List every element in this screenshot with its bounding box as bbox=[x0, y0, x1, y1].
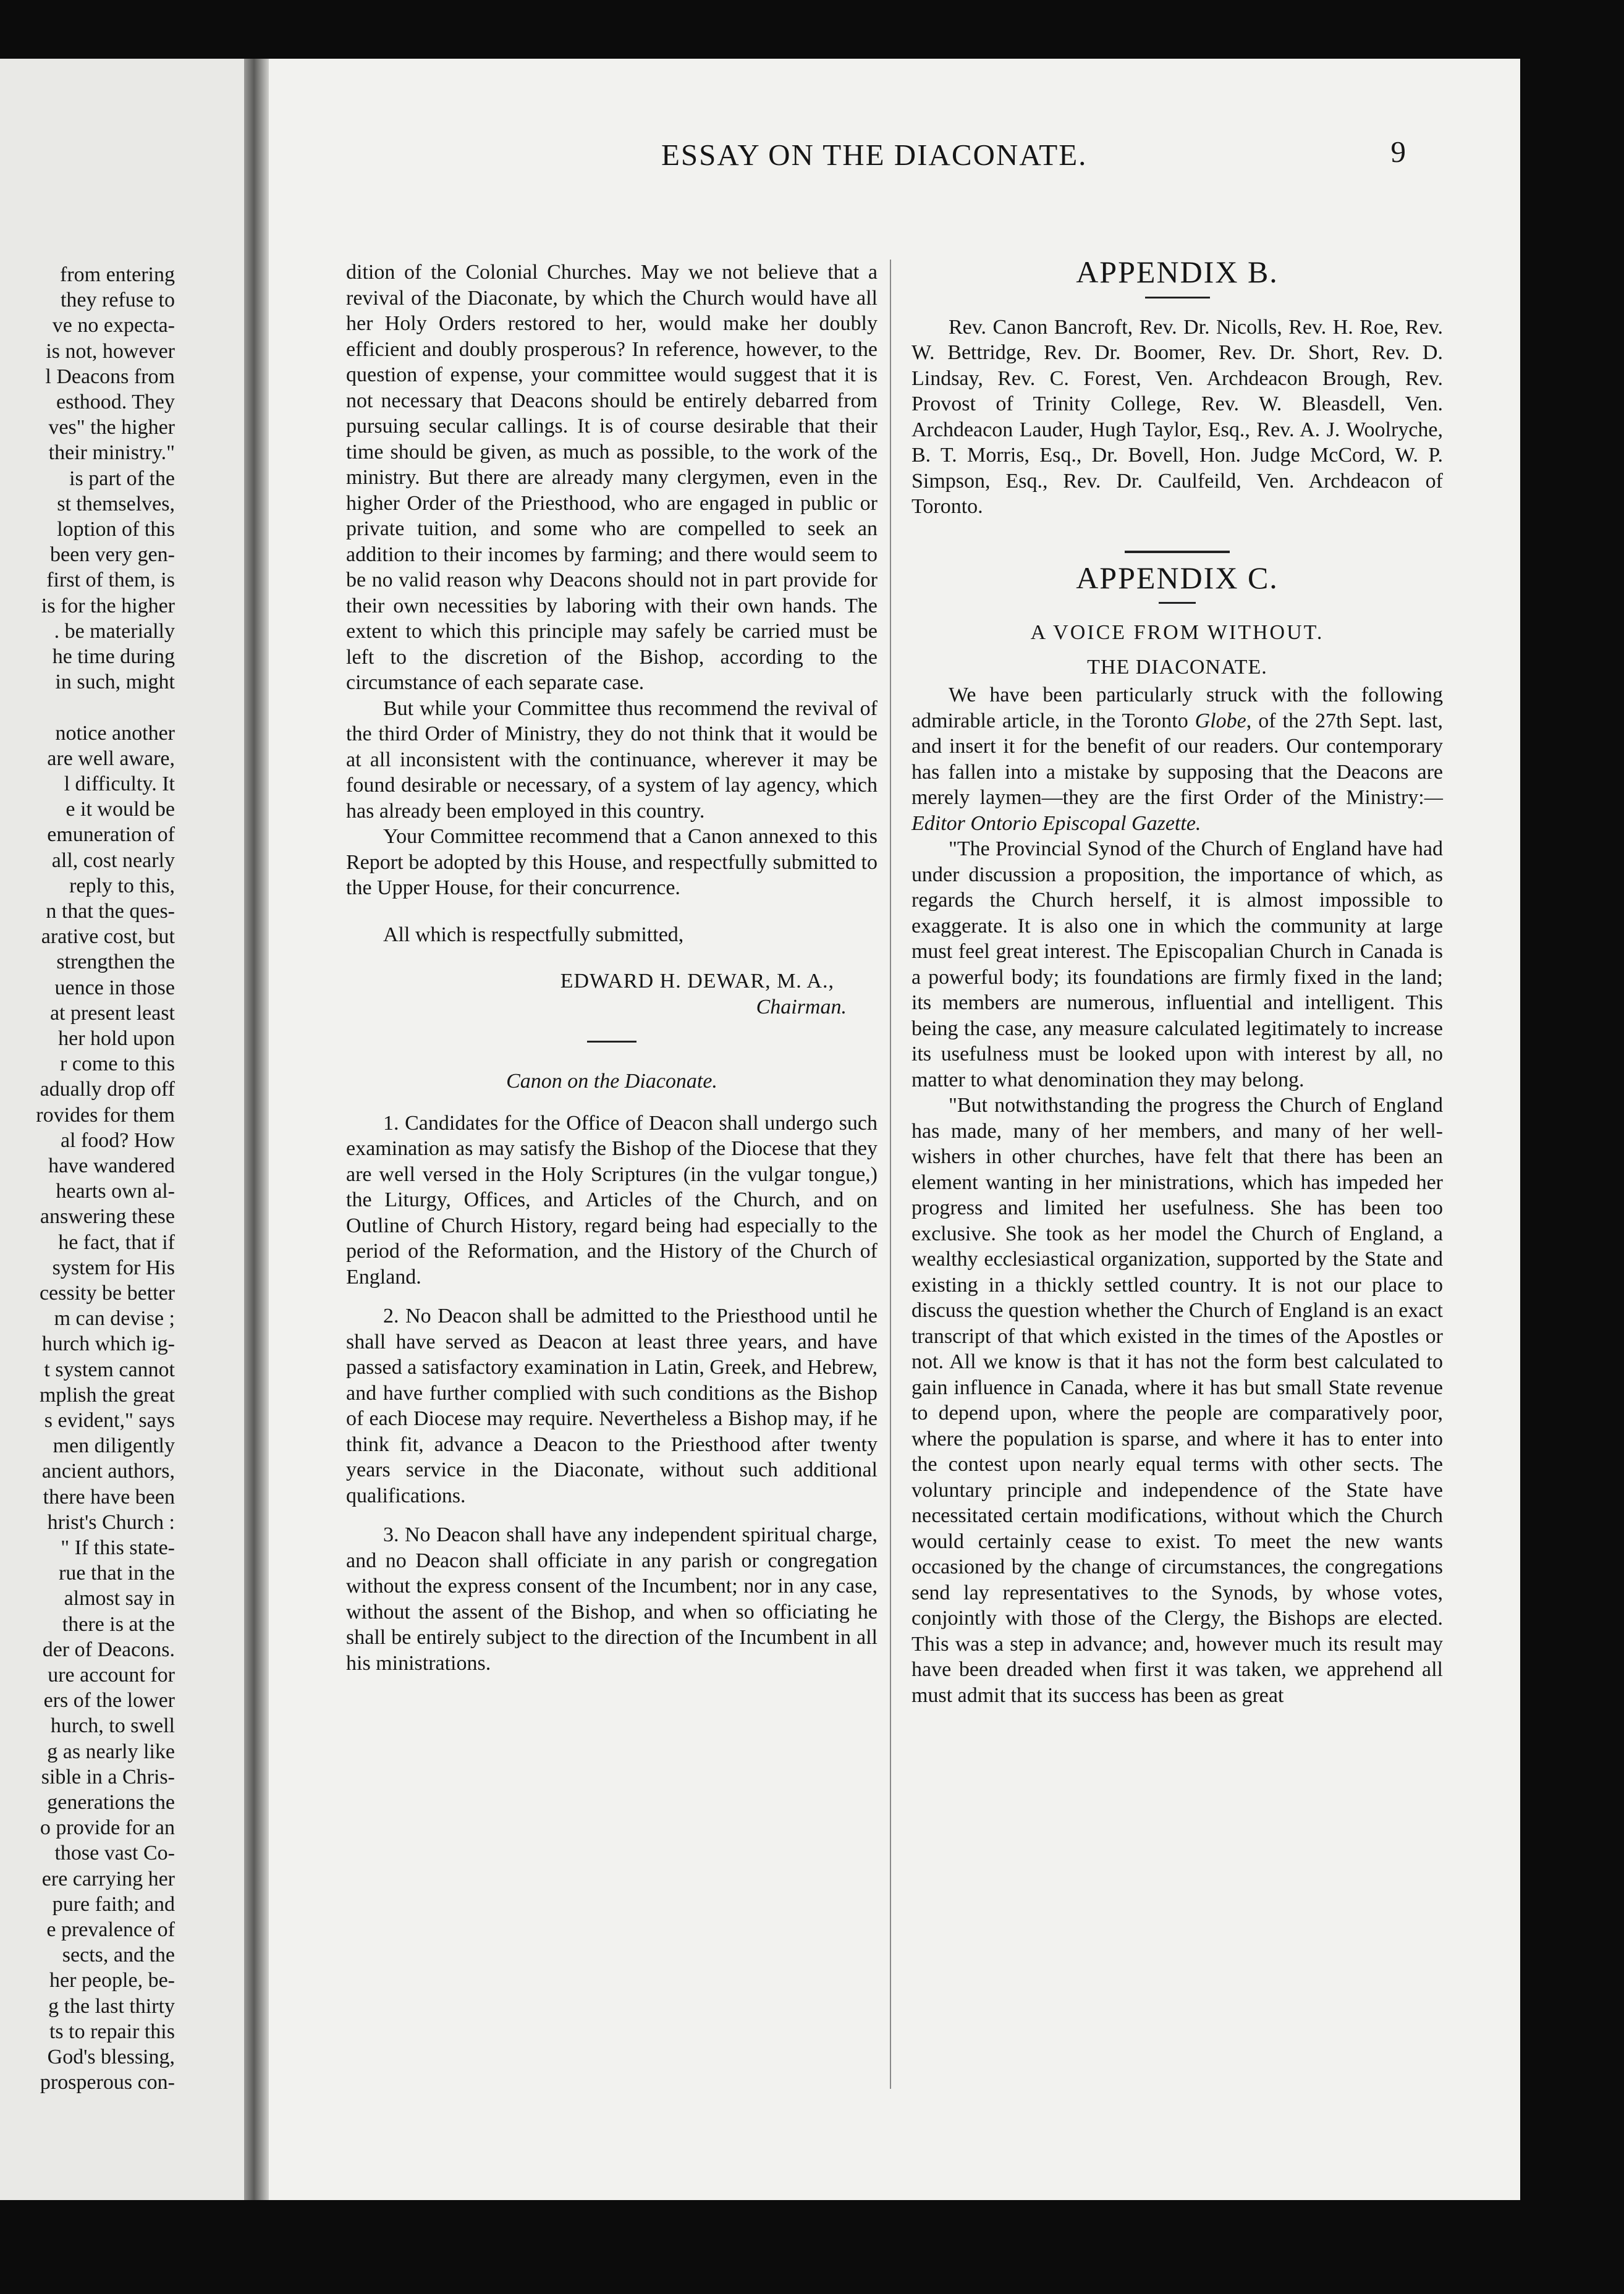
book-gutter bbox=[244, 59, 269, 2200]
facing-page-line: ure account for bbox=[48, 1664, 175, 1687]
canon-title: Canon on the Diaconate. bbox=[506, 1070, 717, 1093]
quoted-paragraph: "The Provincial Synod of the Church of England have had under discussion a proposition, the importance of which, as regards the Church herself, it is almost impossible to exaggerate. It is also one in which the community at large must feel great interest. The Episcopalian Church in Canada is a powerful body; its foundations are firmly fixed in the land; its members are numerous, influential and intelligent. This being the case, any measure calculated legitimately to increase its usefulness must be looked upon with interest by all, no matter to what denomination they may belong. bbox=[911, 837, 1443, 1091]
facing-page-line: ere carrying her bbox=[41, 1867, 175, 1890]
facing-page-line: have wandered bbox=[48, 1154, 175, 1177]
facing-page-line: hurch which ig- bbox=[41, 1332, 175, 1356]
facing-page-line: ers of the lower bbox=[43, 1689, 175, 1712]
facing-page-line: uence in those bbox=[54, 976, 175, 999]
facing-page-line: from entering bbox=[60, 263, 175, 286]
facing-page-line: prosperous con- bbox=[40, 2071, 175, 2094]
closing-line: All which is respectfully submitted, bbox=[383, 923, 684, 946]
facing-page-line: " If this state- bbox=[61, 1536, 175, 1559]
facing-page-line: almost say in bbox=[64, 1587, 175, 1610]
facing-page-line: they refuse to bbox=[60, 289, 175, 312]
facing-page-line: l Deacons from bbox=[45, 365, 175, 388]
facing-page-line: are well aware, bbox=[47, 747, 175, 770]
facing-page-line: reply to this, bbox=[69, 874, 175, 897]
facing-page-line: is for the higher bbox=[41, 594, 175, 617]
facing-page-line: r come to this bbox=[59, 1052, 175, 1076]
appendix-b-title: APPENDIX B. bbox=[1076, 255, 1279, 289]
facing-page-line: at present least bbox=[49, 1001, 175, 1025]
facing-page-fragment bbox=[0, 59, 244, 2200]
facing-page-line: g as nearly like bbox=[47, 1740, 175, 1763]
facing-page-line: those vast Co- bbox=[54, 1842, 175, 1865]
facing-page-line: emuneration of bbox=[47, 823, 175, 847]
facing-page-line: e prevalence of bbox=[46, 1918, 175, 1941]
facing-page-line: pure faith; and bbox=[52, 1892, 175, 1916]
facing-page-line: l difficulty. It bbox=[64, 772, 175, 795]
facing-page-line: o provide for an bbox=[40, 1816, 175, 1840]
facing-page-line: is not, however bbox=[46, 339, 175, 363]
facing-page-line: m can devise ; bbox=[54, 1307, 175, 1331]
page-header bbox=[377, 137, 1452, 193]
facing-page-line: hrist's Church : bbox=[47, 1510, 175, 1534]
facing-page-line: been very gen- bbox=[49, 543, 175, 567]
canon-clause-1: 1. Candidates for the Office of Deacon shall undergo such examination as may satisfy the Bishop of the Diocese that they are well versed in the Holy Scriptures (in the vulgar tongue,) the Liturgy, Offices, and Articles of the Church, and on Outline of Church History, regard being had especially to the period of the Reformation, and the History of the Church of England. bbox=[346, 1111, 878, 1289]
facing-page-line: hurch, to swell bbox=[50, 1714, 175, 1738]
right-column bbox=[911, 255, 1443, 1708]
canon-clause-3: 3. No Deacon shall have any independent spiritual charge, and no Deacon shall officiate in any parish or congregation without the express consent of the Incumbent; nor in any case, without the assent of the Bishop, and when so officiating he shall be entirely subject to the direction of the Incumbent in all his ministrations. bbox=[346, 1523, 878, 1675]
facing-page-line: ancient authors, bbox=[41, 1460, 175, 1483]
facing-page-line: notice another bbox=[55, 721, 175, 745]
facing-page-line: n that the ques- bbox=[46, 900, 175, 923]
facing-page-line: ves" the higher bbox=[48, 416, 175, 439]
facing-page-line: rue that in the bbox=[59, 1562, 175, 1585]
report-paragraph: dition of the Colonial Churches. May we not believe that a revival of the Diaconate, by which the Church would have all her Holy Orders restored to her, would make her doubly efficient and doubly prosperous? In reference, however, to the question of expense, your committee would suggest that it is not necessary that Deacons should be entirely debarred from pursuing secular callings. It is of course desirable that their time should be given, as much as possible, to the work of the ministry. But there are already many clergymen, even in the higher Order of the Priesthood, who are engaged in public or private tuition, and some who are compelled to seek an addition to their incomes by farming; and there would seem to be no valid reason why Deacons should not in part provide for their own necessities by laboring with their own hands. The extent to which this principle may safely be carried must be left to the discretion of the Bishop, according to the circumstance of each separate case. bbox=[346, 261, 878, 694]
facing-page-line: all, cost nearly bbox=[51, 849, 175, 872]
appendix-b-text: Rev. Canon Bancroft, Rev. Dr. Nicolls, Rev. H. Roe, Rev. W. Bettridge, Rev. Dr. Boomer, Rev. Dr. Short, Rev. D. Lindsay, Rev. C. Forest, Ven. Archdeacon Brough, Rev. Provost of Trinity College, Rev. W. Bleasdell, Ven. Archdeacon Lauder, Hugh Taylor, Esq., Rev. A. J. Woolryche, B. T. Morris, Esq., Dr. Bovell, Hon. Judge McCord, W. P. Simpson, Esq., Rev. Dr. Caulfeild, Ven. Archdeacon of Toronto. bbox=[911, 315, 1443, 518]
signature-name: EDWARD H. DEWAR, M. A., bbox=[560, 970, 834, 993]
appendix-c-title: APPENDIX C. bbox=[1076, 560, 1279, 595]
running-head: ESSAY ON THE DIACONATE. bbox=[661, 138, 1088, 172]
left-column bbox=[346, 260, 878, 1676]
facing-page-line: t system cannot bbox=[44, 1358, 175, 1381]
facing-page-line: sible in a Chris- bbox=[41, 1765, 175, 1788]
editor-intro: We have been particularly struck with the following admirable article, in the Toronto Globe, of the 27th Sept. last, and insert it for the benefit of our readers. Our contemporary has fallen into a mistake by supposing that the Deacons are merely laymen—they are the first Order of the Ministry:—Editor Ontorio Episcopal Gazette. bbox=[911, 684, 1443, 835]
facing-page-line: arative cost, but bbox=[41, 925, 175, 949]
facing-page-line: cessity be better bbox=[39, 1282, 175, 1305]
facing-page-line: g the last thirty bbox=[48, 1994, 175, 2018]
facing-page-line: men diligently bbox=[53, 1434, 175, 1458]
facing-page-line: system for His bbox=[52, 1256, 175, 1279]
facing-page-line: strengthen the bbox=[56, 950, 175, 974]
facing-page-line: st themselves, bbox=[57, 492, 175, 515]
voice-heading: A VOICE FROM WITHOUT. bbox=[1030, 621, 1324, 644]
facing-page-line: ve no expecta- bbox=[52, 314, 175, 337]
facing-page-line: generations the bbox=[47, 1791, 175, 1814]
section-rule bbox=[1125, 551, 1230, 553]
facing-page-line: answering these bbox=[40, 1205, 175, 1229]
facing-page-line: e it would be bbox=[66, 798, 175, 821]
signature-block bbox=[346, 968, 878, 1020]
facing-page-line: al food? How bbox=[60, 1128, 175, 1152]
facing-page-line: her people, be- bbox=[49, 1969, 175, 1992]
report-paragraph: Your Committee recommend that a Canon annexed to this Report be adopted by this House, and respectfully submitted to the Upper House, for their concurrence. bbox=[346, 825, 878, 899]
facing-page-line: . be materially bbox=[54, 619, 175, 643]
article-heading: THE DIACONATE. bbox=[1087, 655, 1267, 679]
page-number: 9 bbox=[1390, 135, 1406, 169]
facing-page-line: sects, and the bbox=[62, 1944, 175, 1967]
column-divider bbox=[890, 260, 891, 2089]
facing-page-line: first of them, is bbox=[46, 569, 175, 592]
facing-page-line: he time during bbox=[52, 645, 175, 668]
facing-page-line: ts to repair this bbox=[49, 2020, 175, 2043]
quoted-paragraph: "But notwithstanding the progress the Church of England has made, many of her members, and many of her well-wishers in other churches, have felt that there has been an element wanting in her ministrations, which has impeded her progress and limited her usefulness. She has been too exclusive. She took as her model the Church of England, a wealthy ecclesiastical organization, supported by the State and existing in a thickly settled country. It is not our place to discuss the question whether the Church of England is an exact transcript of that which existed in the times of the Apostles or not. All we know is that it has not the form best calculated to gain influence in Canada, where it has but small State revenue to depend upon, where the people are comparatively poor, where the population is sparse, and where it has to enter into the contest upon nearly equal terms with other sects. The voluntary principle and independence of the State have necessitated certain modifications, without which the Church would certainly cease to exist. To meet the new wants occasioned by the change of circumstances, the congregations send lay representatives to the Synods, by whose votes, conjointly with those of the Clergy, the Bishops are elected. This was a step in advance; and, however much its result may have been dreaded when first it was taken, we apprehend all must admit that its success has been as great bbox=[911, 1094, 1443, 1707]
title-rule bbox=[1159, 602, 1196, 604]
facing-page-line: hearts own al- bbox=[56, 1180, 175, 1203]
facing-page-line: is part of the bbox=[69, 467, 175, 490]
facing-page-line: in such, might bbox=[55, 671, 175, 694]
facing-page-line: there is at the bbox=[62, 1612, 175, 1636]
facing-page-line: mplish the great bbox=[39, 1383, 175, 1407]
facing-page-line: rovides for them bbox=[36, 1103, 175, 1127]
report-paragraph: But while your Committee thus recommend the revival of the third Order of Ministry, they do not think that it would be at all inconsistent with the continuance, wherever it may be found desirable or necessary, of a system of lay agency, which has already been employed in this country. bbox=[346, 696, 878, 823]
signature-role: Chairman. bbox=[756, 995, 847, 1018]
facing-page-line: their ministry." bbox=[48, 441, 175, 465]
facing-page-line: loption of this bbox=[57, 518, 175, 541]
facing-page-line: adually drop off bbox=[40, 1078, 175, 1101]
facing-page-line: der of Deacons. bbox=[42, 1638, 175, 1661]
facing-page-line: s evident," says bbox=[44, 1409, 175, 1432]
facing-page-line: there have been bbox=[43, 1485, 175, 1509]
canon-clause-2: 2. No Deacon shall be admitted to the Priesthood until he shall have served as Deacon at least three years, and have passed a satisfactory examination in Latin, Greek, and Hebrew, and have further complied with such conditions as the Bishop of each Diocese may require. Nevertheless a Bishop may, if he think fit, advance a Deacon to the Priesthood after twenty years service in the Diaconate, without such additional qualifications. bbox=[346, 1305, 878, 1507]
facing-page-line: her hold upon bbox=[58, 1027, 175, 1050]
section-rule bbox=[587, 1041, 636, 1043]
facing-page-line: esthood. They bbox=[56, 391, 175, 413]
title-rule bbox=[1145, 297, 1210, 298]
facing-page-line: God's blessing, bbox=[47, 2046, 175, 2068]
facing-page-line: he fact, that if bbox=[58, 1230, 175, 1254]
